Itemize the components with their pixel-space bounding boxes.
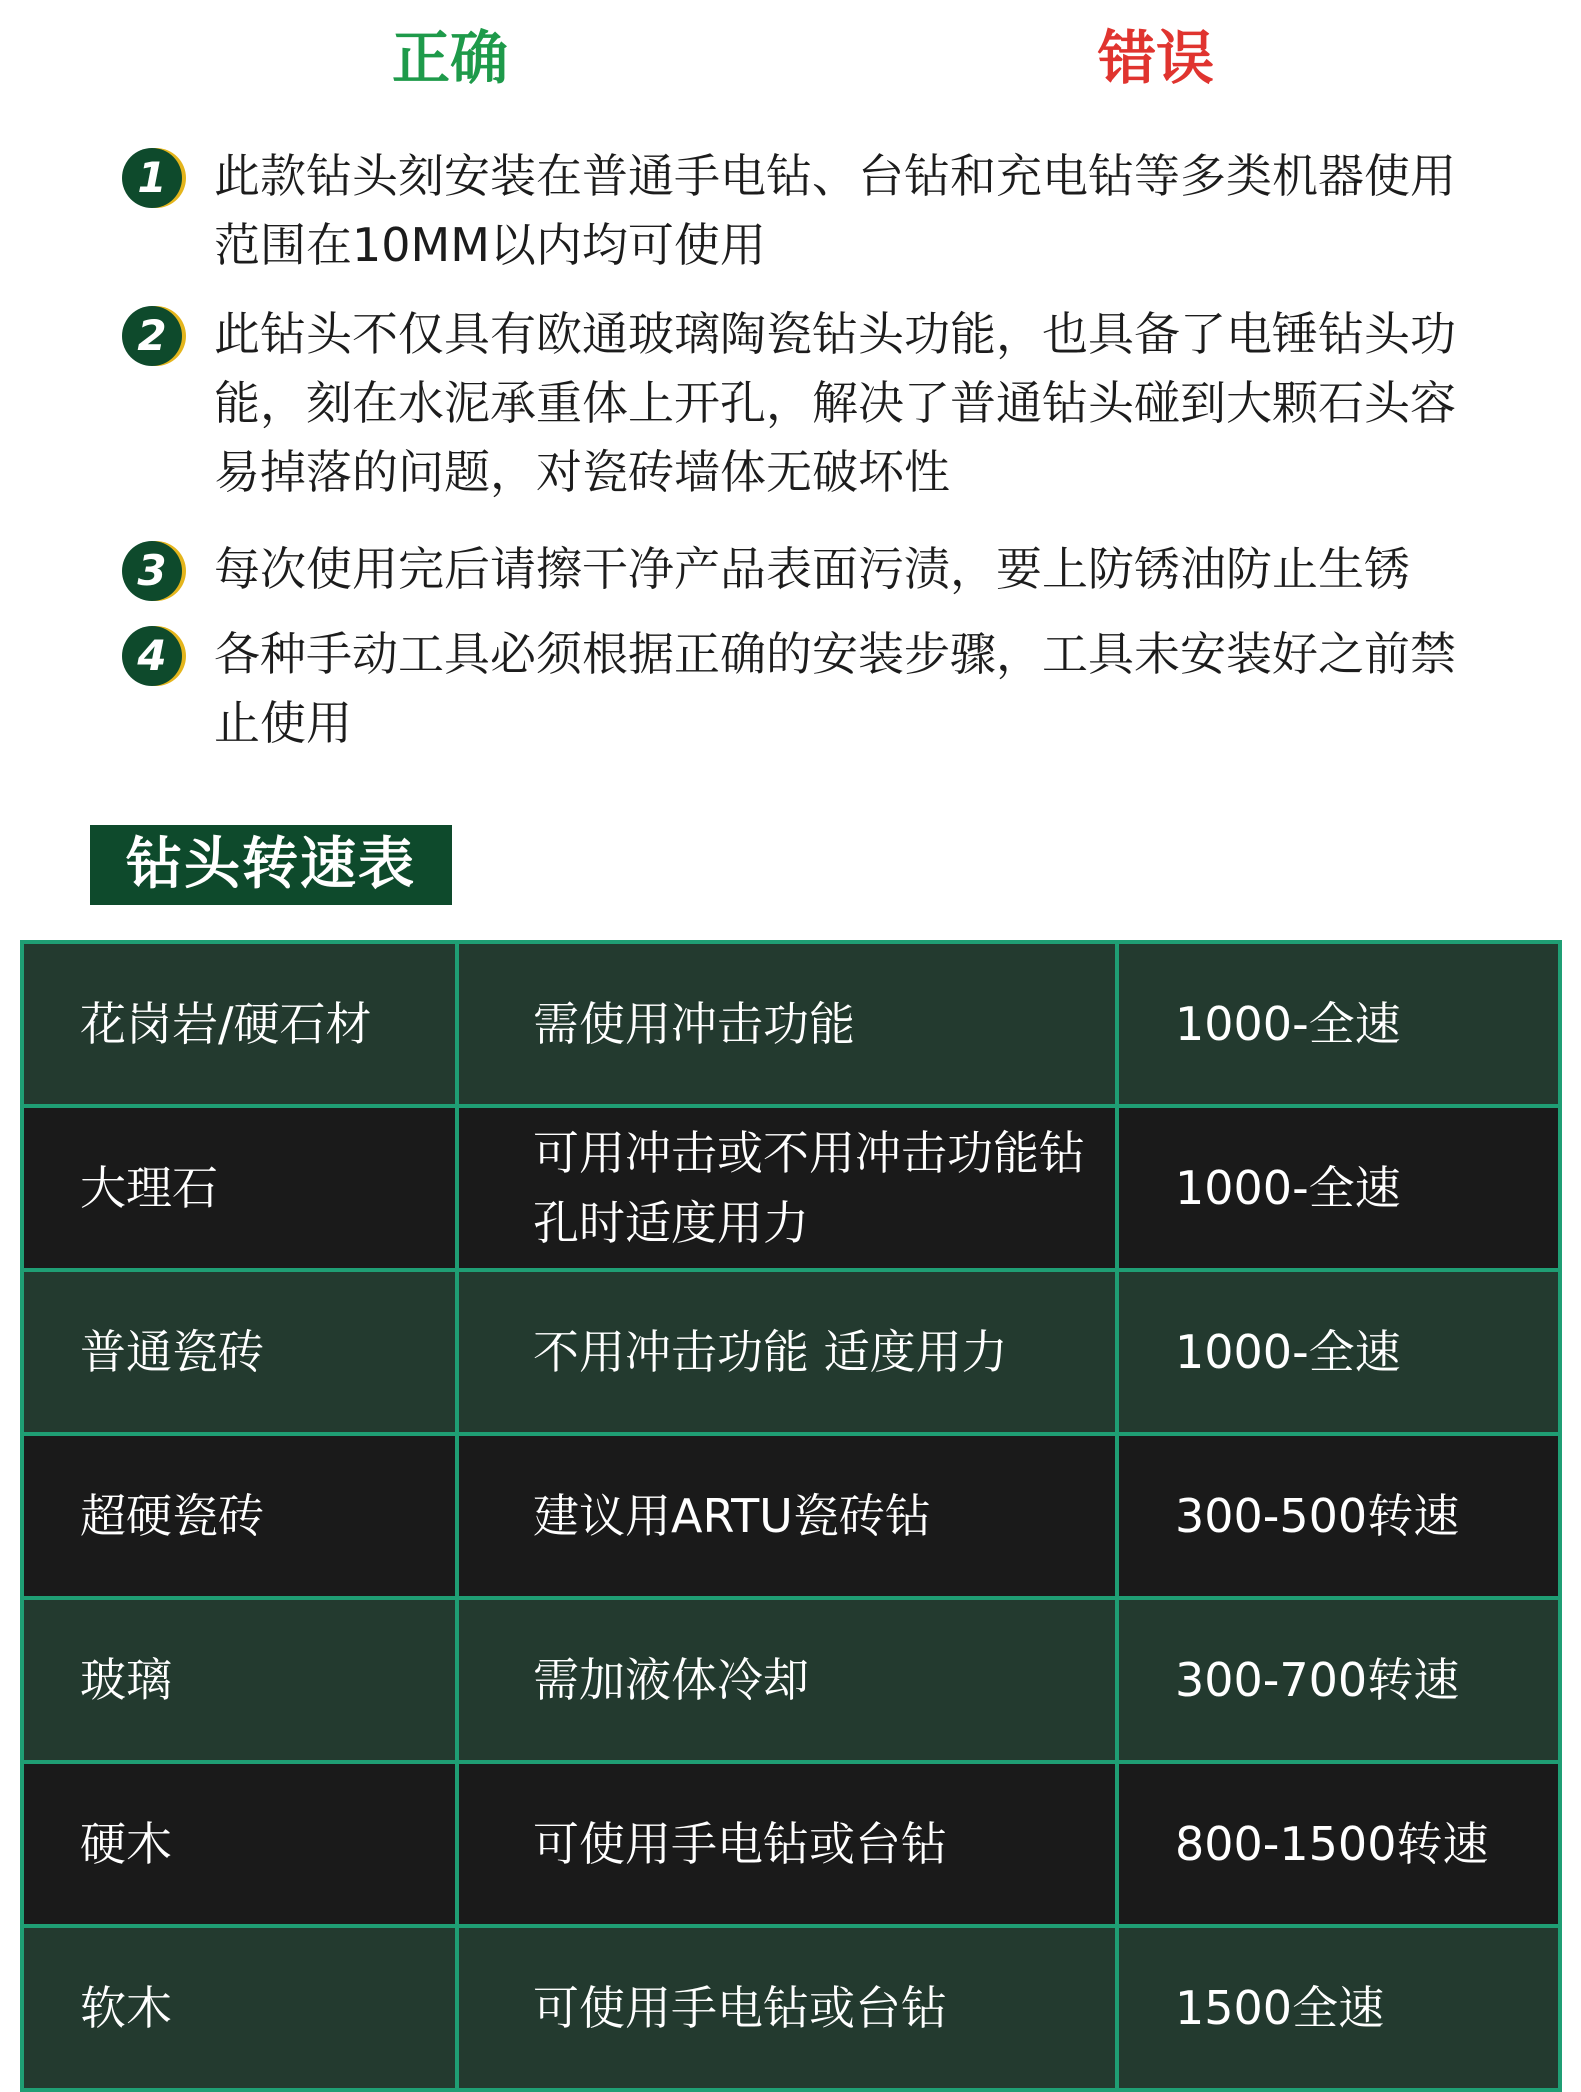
material-cell: 软木	[20, 1928, 455, 2088]
table-row	[20, 1764, 1562, 1928]
tip-text: 此钻头不仅具有欧通玻璃陶瓷钻头功能，也具备了电锤钻头功能，刻在水泥承重体上开孔，解决了普通钻头碰到大颗石头容易掉落的问题，对瓷砖墙体无破坏性	[214, 307, 1456, 499]
tip-text: 此款钻头刻安装在普通手电钻、台钻和充电钻等多类机器使用范围在10MM以内均可使用	[214, 149, 1456, 272]
number-2-icon: 2	[122, 306, 182, 366]
material-cell: 普通瓷砖	[20, 1272, 455, 1432]
number-1-icon: 1	[122, 148, 182, 208]
note-cell: 可使用手电钻或台钻	[455, 1764, 1115, 1924]
tip-text: 每次使用完后请擦干净产品表面污渍，要上防锈油防止生锈	[214, 542, 1410, 596]
note-cell: 建议用ARTU瓷砖钻	[455, 1436, 1115, 1596]
speed-cell: 300-700转速	[1115, 1600, 1562, 1760]
speed-cell: 300-500转速	[1115, 1436, 1562, 1596]
note-cell: 需使用冲击功能	[455, 944, 1115, 1104]
material-cell: 大理石	[20, 1108, 455, 1268]
table-row	[20, 1108, 1562, 1272]
correct-label: 正确	[392, 24, 509, 92]
speed-cell: 1000-全速	[1115, 944, 1562, 1104]
speed-table	[20, 940, 1562, 2092]
tip-item	[118, 142, 1478, 280]
tip-item	[118, 300, 1478, 507]
table-row	[20, 944, 1562, 1108]
note-cell: 可用冲击或不用冲击功能钻孔时适度用力	[455, 1108, 1115, 1268]
usage-tips-list	[118, 142, 1478, 758]
speed-cell: 800-1500转速	[1115, 1764, 1562, 1924]
material-cell: 玻璃	[20, 1600, 455, 1760]
speed-cell: 1500全速	[1115, 1928, 1562, 2088]
note-cell: 可使用手电钻或台钻	[455, 1928, 1115, 2088]
table-row	[20, 1436, 1562, 1600]
tip-text: 各种手动工具必须根据正确的安装步骤，工具未安装好之前禁止使用	[214, 627, 1456, 750]
note-cell: 不用冲击功能 适度用力	[455, 1272, 1115, 1432]
number-4-icon: 4	[122, 626, 182, 686]
number-3-icon: 3	[122, 541, 182, 601]
material-cell: 硬木	[20, 1764, 455, 1924]
material-cell: 花岗岩/硬石材	[20, 944, 455, 1104]
speed-cell: 1000-全速	[1115, 1272, 1562, 1432]
section-title: 钻头转速表	[90, 825, 452, 905]
speed-cell: 1000-全速	[1115, 1108, 1562, 1268]
wrong-label: 错误	[1098, 24, 1215, 92]
table-row	[20, 1272, 1562, 1436]
table-row	[20, 1600, 1562, 1764]
table-row	[20, 1928, 1562, 2092]
material-cell: 超硬瓷砖	[20, 1436, 455, 1596]
tip-item	[118, 620, 1478, 758]
note-cell: 需加液体冷却	[455, 1600, 1115, 1760]
tip-item	[118, 535, 1478, 604]
comparison-header	[0, 18, 1581, 108]
